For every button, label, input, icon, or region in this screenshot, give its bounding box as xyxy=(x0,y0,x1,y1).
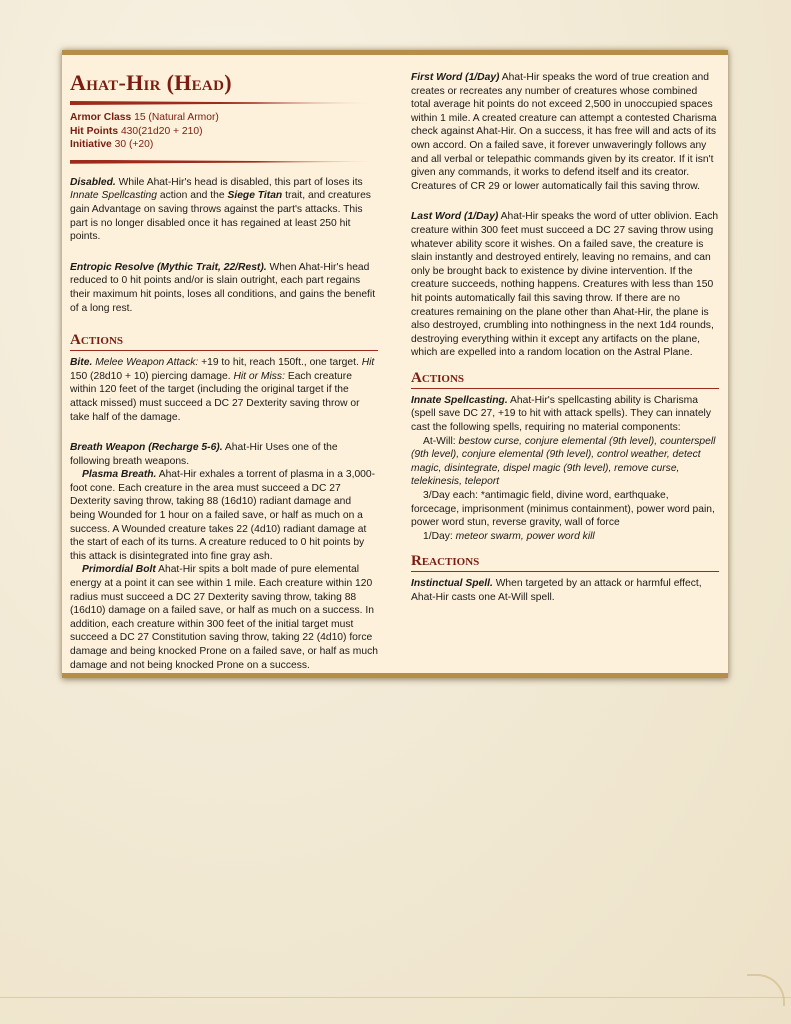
action-text: Ahat-Hir's spellcasting ability is Charisma (spell save DC 27, +19 to hit with attack spells). They can innately cast the following spells, requiring no material components: xyxy=(411,394,711,434)
action-name: Breath Weapon (Recharge 5-6). xyxy=(70,442,223,454)
action-breath-weapon xyxy=(70,441,378,468)
stat-block xyxy=(62,50,728,678)
spell-names: meteor swarm, power word kill xyxy=(455,530,595,542)
trait-name: Entropic Resolve (Mythic Trait, 22/Rest). xyxy=(70,261,267,273)
spell-names: bestow curse, conjure elemental (9th level), counterspell (9th level), conjure elemental (9th level), control weather, detect magic, disintegrate, dispel magic (9th level), remove curse, telekinesis, teleport xyxy=(411,435,716,488)
action-text: Ahat-Hir speaks the word of utter oblivion. Each creature within 300 feet must succeed a DC 27 saving throw using whatever ability score it wishes. On a failed save, the creature is slain instantly and destroyed entirely, leaving no remains, and can only be brought back to existence by divine intervention. If the creature succeeds, nothing happens. Creatures with less than 150 hit points automatically fail this saving throw. If there are no creatures remaining on the plane other than Ahat-Hir, the plane is also destroyed, crumbling into nothingness in the next 1d4 rounds, destroying everything within it except any artifacts on the plane, which are expelled into a random location on the Astral Plane. xyxy=(411,211,719,359)
spell-list-1-day xyxy=(411,530,719,544)
reaction-name: Instinctual Spell. xyxy=(411,578,493,590)
hit-label: Hit xyxy=(361,357,375,369)
tapered-rule xyxy=(70,160,378,164)
trait-emphasis: Innate Spellcasting xyxy=(70,190,158,202)
action-name: First Word (1/Day) xyxy=(411,72,500,83)
spell-frequency: At-Will: xyxy=(423,435,456,447)
armor-class-line xyxy=(70,111,378,125)
trait-name: Disabled. xyxy=(70,176,116,188)
action-primordial-bolt xyxy=(70,563,378,672)
spell-list-at-will xyxy=(411,435,719,489)
action-innate-spellcasting xyxy=(411,394,719,435)
action-text: +19 to hit, reach 150ft., one target. xyxy=(201,357,359,369)
action-text: Ahat-Hir speaks the word of true creation and creates or recreates any number of creatures whose combined total average hit points do not exceed 2,500 in unoccupied spaces within 1 mile. A created creature can attempt a contested Charisma check against Ahat-Hir. On a success, it has free will and acts of its own accord. On a failed save, it forever unwaveringly follows any and all verbal or telepathic commands given by its creator. If it isn't given any commands, it works to defend itself and its creator. Creatures of CR 29 or lower automatically fail this saving throw. xyxy=(411,72,717,192)
action-name: Bite. xyxy=(70,357,93,369)
action-bite xyxy=(70,356,378,424)
action-text: 150 (28d10 + 10) piercing damage. xyxy=(70,370,231,382)
page-footer-rule xyxy=(0,997,791,998)
action-name: Plasma Breath. xyxy=(82,469,157,481)
spell-frequency: 1/Day: xyxy=(423,530,453,542)
initiative-line xyxy=(70,138,378,152)
trait-text: trait, and creatures gain Advantage on saving throws against the part's attacks. This part is no longer disabled once it has regained at least 250 hit points. xyxy=(70,190,371,243)
action-text: Ahat-Hir Uses one of the following breath weapons. xyxy=(70,442,338,467)
actions-heading: Actions xyxy=(70,332,378,351)
action-first-word xyxy=(411,71,719,193)
tapered-rule xyxy=(70,101,378,105)
spell-frequency: 3/Day each: xyxy=(423,490,478,502)
reaction-text: When targeted by an attack or harmful effect, Ahat-Hir casts one At-Will spell. xyxy=(411,578,702,603)
trait-text: While Ahat-Hir's head is disabled, this part of loses its xyxy=(118,176,363,188)
trait-emphasis: Siege Titan xyxy=(227,190,283,202)
action-text: Ahat-Hir spits a bolt made of pure elemental energy at a point it can see within 1 mile. Each creature within 120 radius must succeed a DC 27 Dexterity saving throw, taking 88 (16d10) damage on a failed save, or half as much on a success. In addition, each creature within 300 feet of the initial target must succeed a DC 27 Constitution saving throw, taking 22 (4d10) force damage and being knocked Prone on a failed save, or half as much damage and not being knocked Prone on a success. xyxy=(70,564,378,671)
initiative-label: Initiative xyxy=(70,139,112,151)
armor-class-value: 15 (Natural Armor) xyxy=(134,112,219,123)
armor-class-label: Armor Class xyxy=(70,112,132,123)
page-corner-ornament xyxy=(747,974,785,1006)
right-column xyxy=(411,71,719,605)
reactions-heading: Reactions xyxy=(411,553,719,572)
action-text: Each creature within 120 feet of the target (including the original target if the attack missed) must succeed a DC 27 Dexterity saving throw or take half of the damage. xyxy=(70,370,360,423)
action-text: Ahat-Hir exhales a torrent of plasma in a 3,000-foot cone. Each creature in the area must succeed a DC 27 Dexterity saving throw, taking 88 (16d10) radiant damage and being Wounded for 1 hour on a failed save, or half as much on a success. A Wounded creature takes 22 (4d10) radiant damage at the start of each of its turns. A creature reduced to 0 hit points by this attack is disintegrated into fine gray ash. xyxy=(70,469,376,562)
hit-points-line xyxy=(70,125,378,139)
creature-name: Ahat-Hir (Head) xyxy=(70,70,232,95)
left-column xyxy=(70,71,378,672)
trait-text: action and the xyxy=(159,190,225,202)
initiative-value: 30 (+20) xyxy=(114,139,154,151)
hit-points-value: 430(21d20 + 210) xyxy=(120,125,203,137)
hit-miss-label: Hit or Miss: xyxy=(233,370,285,382)
trait-text: When Ahat-Hir's head reduced to 0 hit points and/or is slain outright, each part regains their maximum hit points, loses all conditions, and gains the benefit of a long rest. xyxy=(70,261,376,314)
spell-names: *antimagic field, divine word, earthquake, forcecage, imprisonment (minimus containment), power word pain, power word stun, reverse gravity, wall of force xyxy=(411,490,715,529)
action-name: Last Word (1/Day) xyxy=(411,211,499,223)
reaction-instinctual-spell xyxy=(411,577,719,604)
action-name: Innate Spellcasting. xyxy=(411,394,508,406)
actions-heading-2: Actions xyxy=(411,370,719,389)
trait-disabled xyxy=(70,176,378,244)
action-last-word xyxy=(411,210,719,360)
spell-list-3-day xyxy=(411,489,719,530)
attack-type: Melee Weapon Attack: xyxy=(95,357,199,369)
action-name: Primordial Bolt xyxy=(82,564,156,576)
action-plasma-breath xyxy=(70,468,378,563)
trait-entropic-resolve xyxy=(70,261,378,315)
hit-points-label: Hit Points xyxy=(70,125,119,137)
